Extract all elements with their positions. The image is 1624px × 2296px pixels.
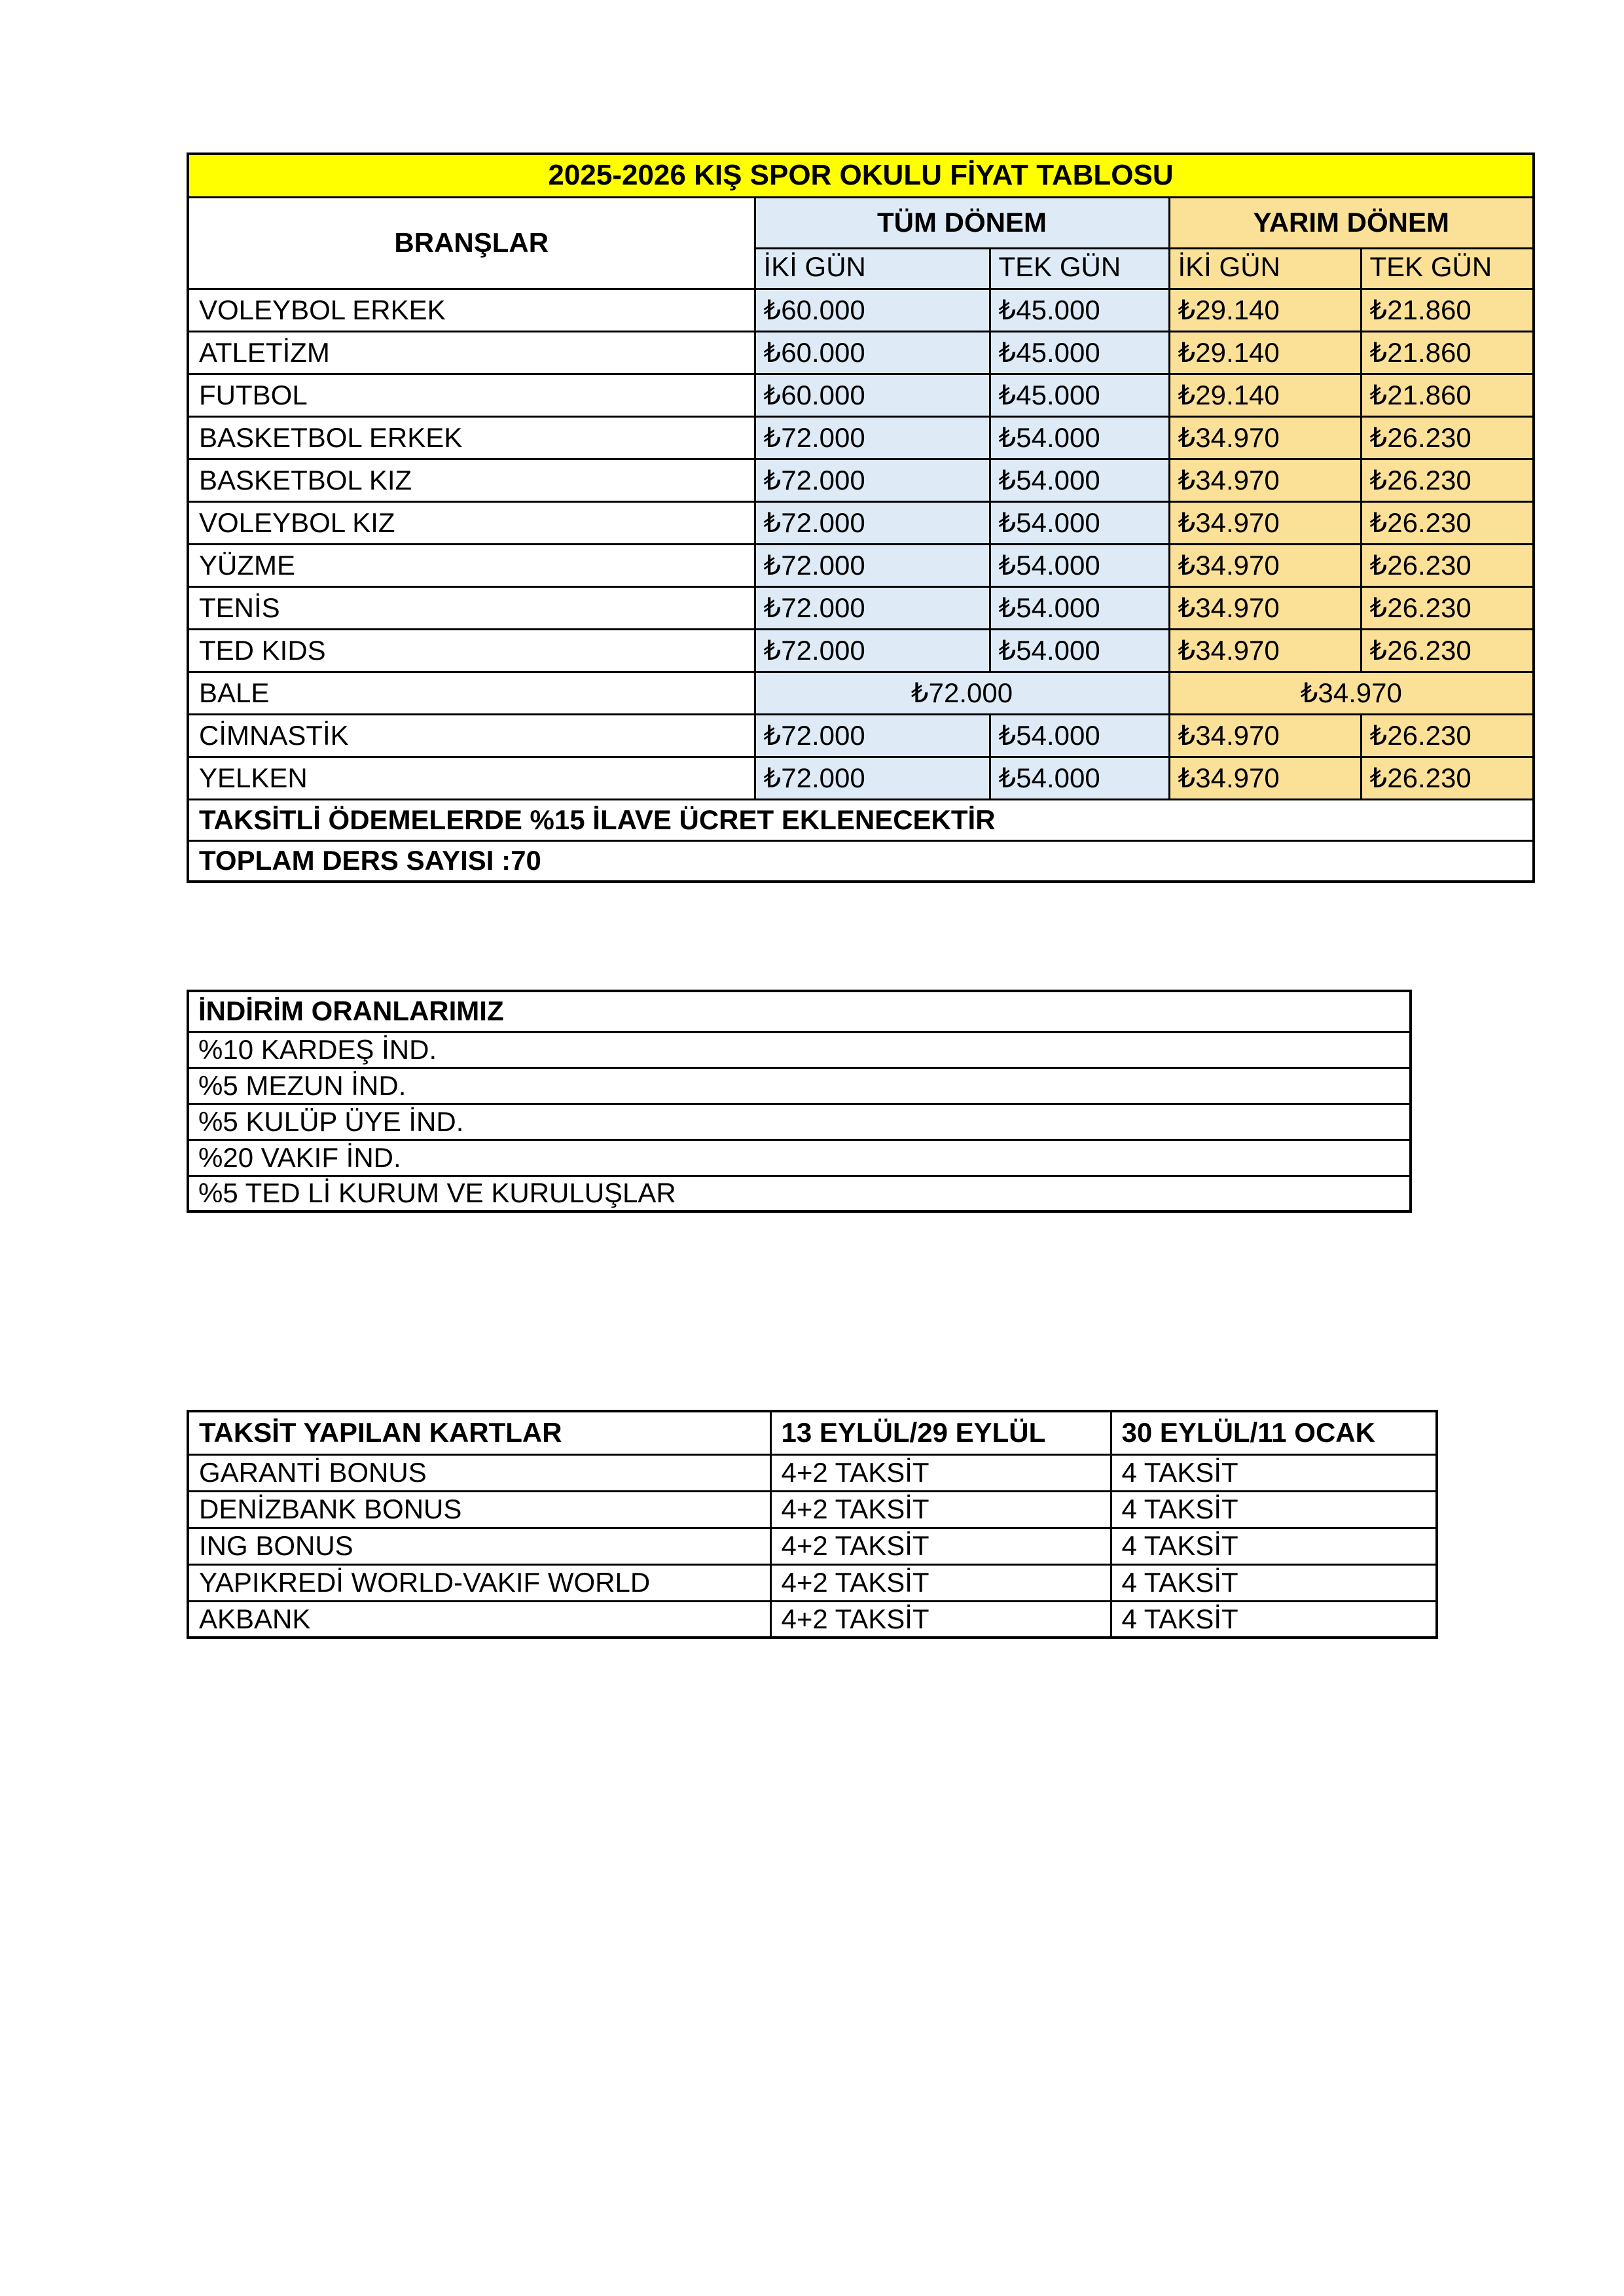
price-cell: ₺34.970	[1169, 459, 1361, 501]
branches-header: BRANŞLAR	[188, 197, 755, 289]
sub-header-full-two-days: İKİ GÜN	[755, 248, 990, 289]
discount-table-header: İNDİRİM ORANLARIMIZ	[188, 991, 1411, 1031]
list-item	[188, 1139, 1411, 1175]
table-row	[188, 1528, 1437, 1564]
price-cell: ₺54.000	[990, 757, 1169, 799]
price-cell-merged-half: ₺34.970	[1169, 672, 1534, 714]
price-cell: ₺26.230	[1361, 459, 1534, 501]
early-installment: 4+2 TAKSİT	[770, 1454, 1111, 1491]
price-cell: ₺54.000	[990, 416, 1169, 459]
early-installment: 4+2 TAKSİT	[770, 1601, 1111, 1638]
table-row	[188, 501, 1534, 544]
branch-name: TED KIDS	[188, 629, 755, 672]
price-table-title-row	[188, 154, 1534, 197]
installment-note: TAKSİTLİ ÖDEMELERDE %15 İLAVE ÜCRET EKLENECEKTİR	[188, 799, 1534, 840]
discount-table	[187, 990, 1412, 1213]
sub-header-full-one-day: TEK GÜN	[990, 248, 1169, 289]
discount-header-row	[188, 991, 1411, 1031]
installment-header-row	[188, 1411, 1437, 1454]
price-table-group-header-row	[188, 197, 1534, 248]
price-cell: ₺45.000	[990, 374, 1169, 416]
price-cell: ₺45.000	[990, 331, 1169, 374]
price-cell: ₺34.970	[1169, 714, 1361, 757]
discount-item: %5 TED Lİ KURUM VE KURULUŞLAR	[188, 1175, 1411, 1211]
table-row	[188, 1454, 1437, 1491]
installment-cards-table	[187, 1410, 1438, 1639]
card-name: YAPIKREDİ WORLD-VAKIF WORLD	[188, 1564, 770, 1601]
branch-name: VOLEYBOL KIZ	[188, 501, 755, 544]
price-cell: ₺72.000	[755, 629, 990, 672]
late-installment: 4 TAKSİT	[1111, 1491, 1437, 1528]
table-row	[188, 757, 1534, 799]
price-cell: ₺26.230	[1361, 416, 1534, 459]
card-name: GARANTİ BONUS	[188, 1454, 770, 1491]
table-row	[188, 1491, 1437, 1528]
price-cell: ₺21.860	[1361, 331, 1534, 374]
card-name: DENİZBANK BONUS	[188, 1491, 770, 1528]
early-installment: 4+2 TAKSİT	[770, 1491, 1111, 1528]
discount-item: %20 VAKIF İND.	[188, 1139, 1411, 1175]
branch-name: YÜZME	[188, 544, 755, 586]
branch-name: CİMNASTİK	[188, 714, 755, 757]
price-table	[187, 152, 1535, 883]
price-cell: ₺34.970	[1169, 757, 1361, 799]
price-table-title: 2025-2026 KIŞ SPOR OKULU FİYAT TABLOSU	[188, 154, 1534, 197]
price-cell: ₺21.860	[1361, 289, 1534, 331]
price-cell: ₺26.230	[1361, 629, 1534, 672]
table-row	[188, 629, 1534, 672]
list-item	[188, 1103, 1411, 1139]
price-cell: ₺26.230	[1361, 757, 1534, 799]
table-row	[188, 416, 1534, 459]
list-item	[188, 1175, 1411, 1211]
discount-item: %10 KARDEŞ İND.	[188, 1031, 1411, 1067]
price-cell: ₺54.000	[990, 586, 1169, 629]
table-row	[188, 544, 1534, 586]
price-cell: ₺72.000	[755, 459, 990, 501]
group-header-full-period: TÜM DÖNEM	[755, 197, 1169, 248]
price-cell: ₺72.000	[755, 416, 990, 459]
late-installment: 4 TAKSİT	[1111, 1528, 1437, 1564]
table-row	[188, 1564, 1437, 1601]
branch-name: VOLEYBOL ERKEK	[188, 289, 755, 331]
branch-name: FUTBOL	[188, 374, 755, 416]
price-cell: ₺26.230	[1361, 544, 1534, 586]
late-installment: 4 TAKSİT	[1111, 1564, 1437, 1601]
list-item	[188, 1031, 1411, 1067]
card-name: AKBANK	[188, 1601, 770, 1638]
price-cell: ₺72.000	[755, 757, 990, 799]
price-cell: ₺34.970	[1169, 416, 1361, 459]
group-header-half-period: YARIM DÖNEM	[1169, 197, 1534, 248]
late-period-header: 30 EYLÜL/11 OCAK	[1111, 1411, 1437, 1454]
price-cell: ₺21.860	[1361, 374, 1534, 416]
price-cell: ₺54.000	[990, 714, 1169, 757]
discount-item: %5 KULÜP ÜYE İND.	[188, 1103, 1411, 1139]
branch-name: BASKETBOL KIZ	[188, 459, 755, 501]
early-installment: 4+2 TAKSİT	[770, 1564, 1111, 1601]
table-row	[188, 289, 1534, 331]
list-item	[188, 1067, 1411, 1103]
price-cell: ₺54.000	[990, 501, 1169, 544]
price-cell: ₺54.000	[990, 544, 1169, 586]
table-row	[188, 374, 1534, 416]
price-cell: ₺60.000	[755, 374, 990, 416]
branch-name: BASKETBOL ERKEK	[188, 416, 755, 459]
branch-name: TENİS	[188, 586, 755, 629]
branch-name: YELKEN	[188, 757, 755, 799]
price-cell: ₺34.970	[1169, 501, 1361, 544]
price-cell: ₺60.000	[755, 331, 990, 374]
price-cell: ₺29.140	[1169, 289, 1361, 331]
price-cell: ₺29.140	[1169, 331, 1361, 374]
branch-name: BALE	[188, 672, 755, 714]
table-row	[188, 586, 1534, 629]
price-cell: ₺34.970	[1169, 586, 1361, 629]
price-cell: ₺54.000	[990, 459, 1169, 501]
price-cell: ₺72.000	[755, 714, 990, 757]
price-cell: ₺72.000	[755, 586, 990, 629]
total-lessons-note: TOPLAM DERS SAYISI :70	[188, 840, 1534, 882]
table-row	[188, 1601, 1437, 1638]
price-cell: ₺60.000	[755, 289, 990, 331]
sub-header-half-one-day: TEK GÜN	[1361, 248, 1534, 289]
table-row-bale	[188, 672, 1534, 714]
discount-item: %5 MEZUN İND.	[188, 1067, 1411, 1103]
price-cell-merged-full: ₺72.000	[755, 672, 1169, 714]
price-cell: ₺45.000	[990, 289, 1169, 331]
price-cell: ₺26.230	[1361, 586, 1534, 629]
late-installment: 4 TAKSİT	[1111, 1454, 1437, 1491]
price-cell: ₺34.970	[1169, 544, 1361, 586]
early-period-header: 13 EYLÜL/29 EYLÜL	[770, 1411, 1111, 1454]
table-row	[188, 714, 1534, 757]
sub-header-half-two-days: İKİ GÜN	[1169, 248, 1361, 289]
table-row	[188, 331, 1534, 374]
branch-name: ATLETİZM	[188, 331, 755, 374]
early-installment: 4+2 TAKSİT	[770, 1528, 1111, 1564]
cards-header: TAKSİT YAPILAN KARTLAR	[188, 1411, 770, 1454]
table-row	[188, 459, 1534, 501]
installment-note-row	[188, 799, 1534, 840]
price-cell: ₺34.970	[1169, 629, 1361, 672]
price-cell: ₺54.000	[990, 629, 1169, 672]
price-cell: ₺72.000	[755, 501, 990, 544]
price-cell: ₺26.230	[1361, 501, 1534, 544]
price-cell: ₺26.230	[1361, 714, 1534, 757]
late-installment: 4 TAKSİT	[1111, 1601, 1437, 1638]
price-cell: ₺29.140	[1169, 374, 1361, 416]
total-lessons-row	[188, 840, 1534, 882]
price-cell: ₺72.000	[755, 544, 990, 586]
card-name: ING BONUS	[188, 1528, 770, 1564]
